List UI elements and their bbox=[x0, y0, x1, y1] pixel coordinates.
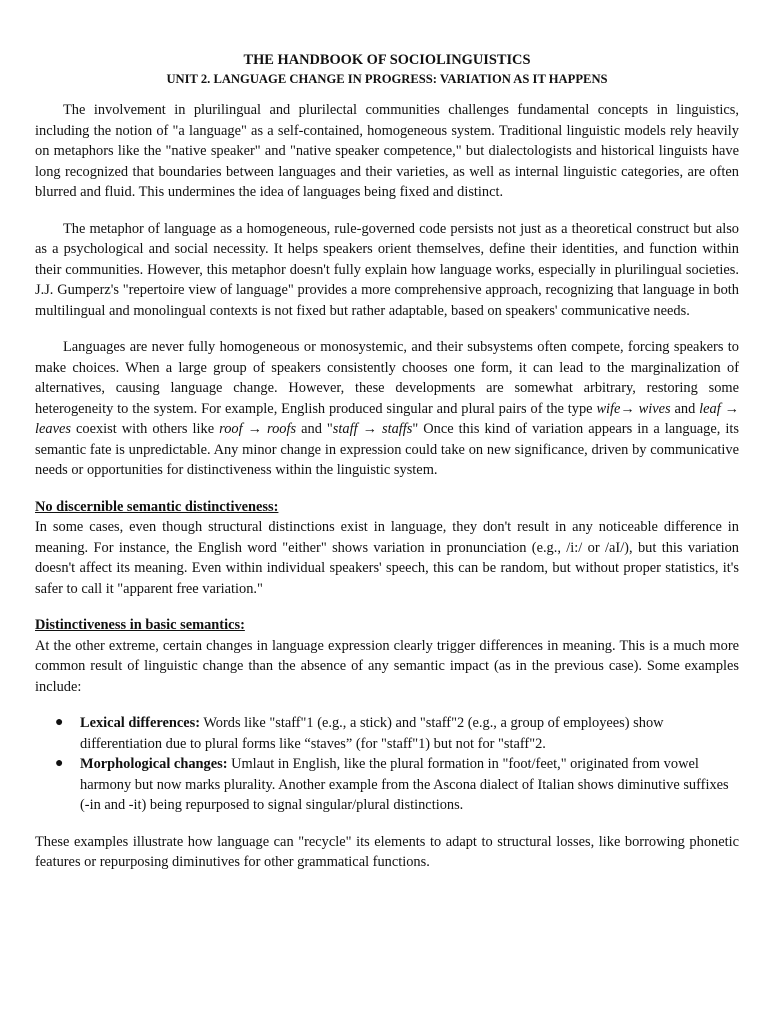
bullet-icon: ● bbox=[55, 756, 64, 771]
paragraph-3 bbox=[35, 337, 739, 481]
document-page bbox=[35, 50, 739, 889]
section-no-semantic-distinctiveness bbox=[35, 497, 739, 600]
section-2-body: At the other extreme, certain changes in language expression clearly trigger differences in meaning. This is a much more common result of linguistic change than the absence of any semantic impact (as in the previous case). Some examples include: bbox=[35, 637, 739, 695]
paragraph-3-and-1: and bbox=[670, 400, 700, 417]
example-leaf-leaves: leaf → leaves bbox=[35, 400, 739, 437]
examples-list bbox=[35, 713, 739, 816]
paragraph-3-mid: coexist with others like bbox=[70, 421, 220, 437]
paragraph-2: The metaphor of language as a homogeneous, rule-governed code persists not just as a theoretical construct but also as a psychological and social necessity. It helps speakers orient themselves, define their identities, and function within their communities. However, this metaphor doesn't fully explain how language works, especially in plurilingual societies. J.J. Gumperz's "repertoire view of language" provides a more comprehensive approach, recognizing that language in both multilingual and monolingual contexts is not fixed but rather adaptable, based on speakers' communicative needs. bbox=[35, 220, 739, 319]
section-1-body: In some cases, even though structural distinctions exist in language, they don't result in any noticeable difference in meaning. For instance, the English word "either" shows variation in pronunciation (e.g., /i:/ or /aI/), but this variation doesn't affect its meaning. Even within individual speakers' speech, this can be random, but without proper statistics, it's safer to call it "apparent free variation." bbox=[35, 519, 739, 597]
document-title: THE HANDBOOK OF SOCIOLINGUISTICS bbox=[243, 52, 531, 68]
list-item-term: Morphological changes: bbox=[80, 756, 228, 772]
closing-paragraph: These examples illustrate how language can "recycle" its elements to adapt to structural losses, like borrowing phonetic features or repurposing diminutives for other grammatical functions. bbox=[35, 833, 739, 870]
section-basic-semantics bbox=[35, 615, 739, 697]
list-item bbox=[55, 754, 740, 816]
example-roof-roofs: roof → roofs bbox=[219, 421, 297, 437]
paragraph-3-text-b: " Once this kind of variation appears in a language, its semantic fate is unpredictable. Any minor change in expression could take on new significance, driven by communicative needs or opportunities for distinctiveness within the linguistic system. bbox=[35, 421, 739, 478]
example-wife-wives: wife→ wives bbox=[596, 400, 671, 417]
list-item-text: Umlaut in English, like the plural formation in "foot/feet," originated from vowel harmony but now marks plurality. Another example from the Ascona dialect of Italian shows diminutive suffixes (-in and -it) being repurposed to signal singular/plural distinctions. bbox=[80, 756, 729, 813]
paragraph-3-text-a: Languages are never fully homogeneous or monosystemic, and their subsystems often compete, forcing speakers to make choices. When a large group of speakers consistently chooses one form, it can lead to the marginalization of alternatives, causing language change. However, these developments are somewhat arbitrary, restoring some heterogeneity to the system. For example, English produced singular and plural pairs of the type bbox=[35, 339, 739, 417]
paragraph-1: The involvement in plurilingual and plurilectal communities challenges fundamental concepts in linguistics, including the notion of "a language" as a self-contained, homogeneous system. Traditional linguistic models rely heavily on metaphors like the "native speaker" and "native speaker competence," but dialectologists and historical linguists have long recognized that boundaries between languages and their varieties, as well as internal linguistic categories, are often blurred and fluid. This undermines the idea of languages being fixed and distinct. bbox=[35, 102, 739, 200]
paragraph-3-and-2: and " bbox=[296, 421, 333, 437]
list-item bbox=[55, 713, 740, 754]
list-item-text: Words like "staff"1 (e.g., a stick) and "staff"2 (e.g., a group of employees) show differentiation due to plural forms like “staves” (for "staff"1) but not for "staff"2. bbox=[80, 715, 664, 752]
example-staff-staffs: staff → staffs bbox=[332, 421, 413, 437]
bullet-icon: ● bbox=[55, 715, 64, 730]
unit-subtitle: UNIT 2. LANGUAGE CHANGE IN PROGRESS: VARIATION AS IT HAPPENS bbox=[166, 72, 608, 86]
section-2-heading: Distinctiveness in basic semantics: bbox=[35, 617, 245, 633]
section-1-heading: No discernible semantic distinctiveness: bbox=[35, 498, 279, 515]
list-item-term: Lexical differences: bbox=[80, 715, 201, 731]
